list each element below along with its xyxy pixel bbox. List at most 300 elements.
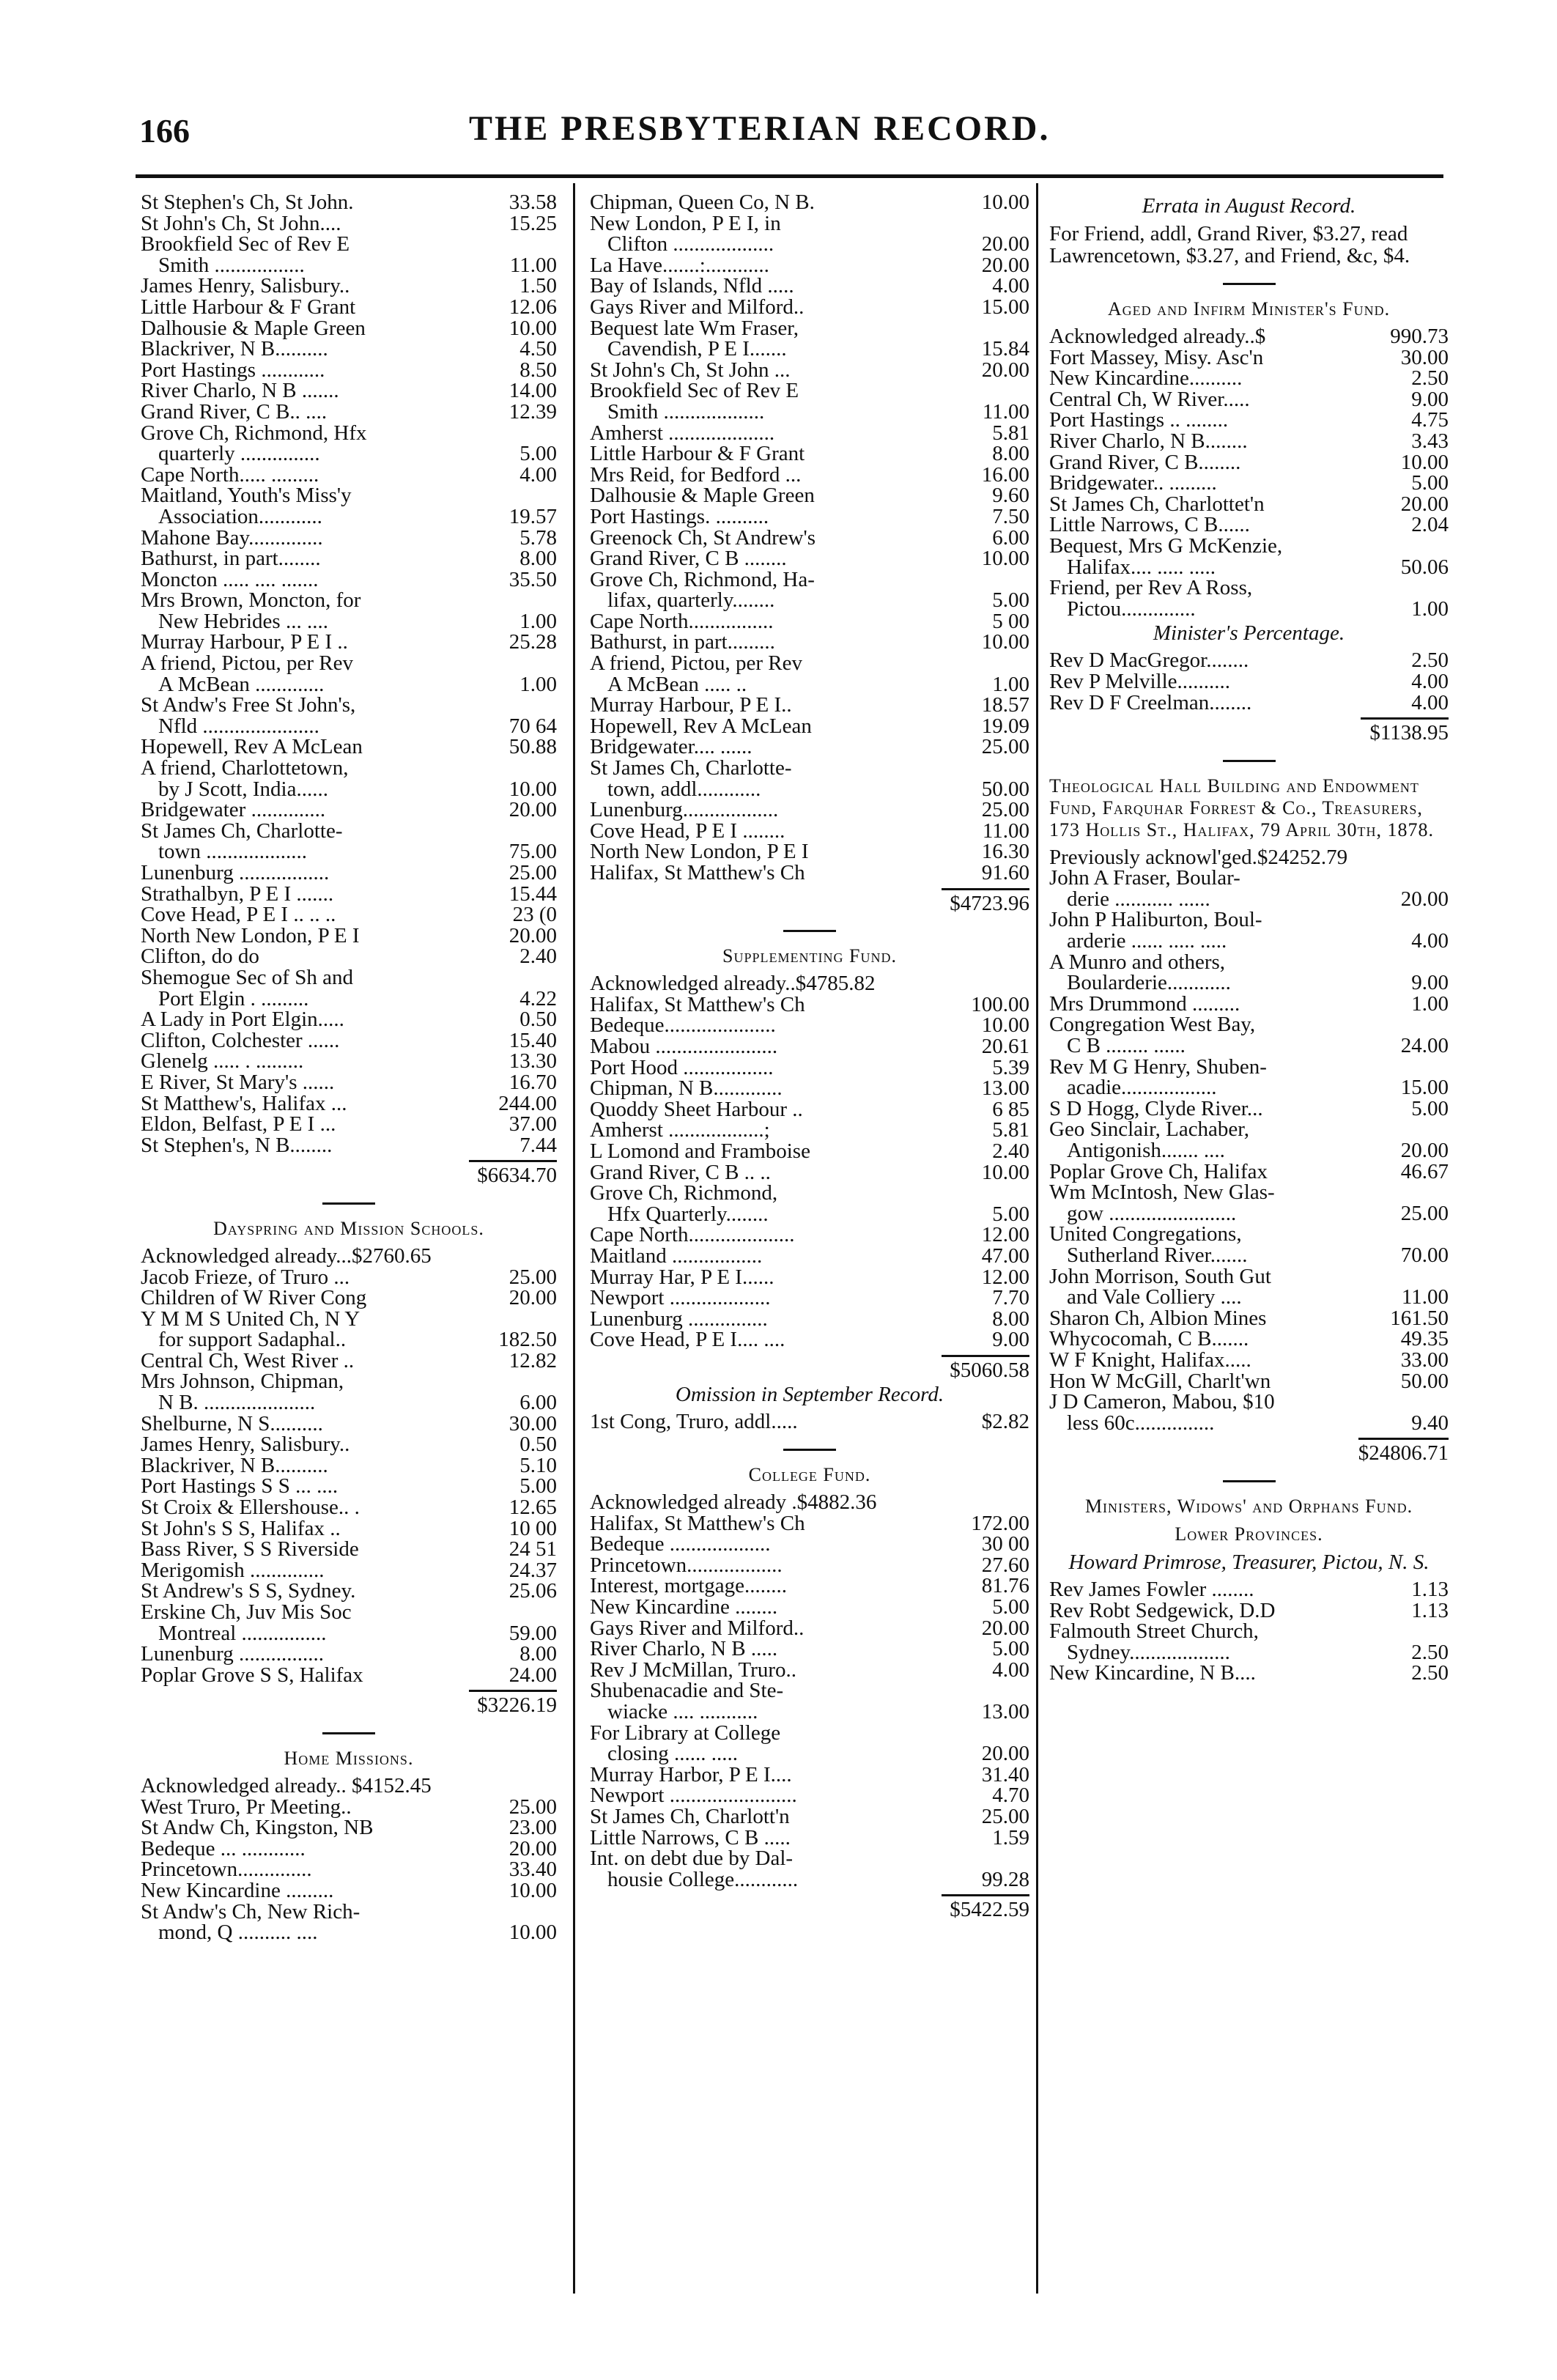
entry-amount: 172.00 [971, 1511, 1029, 1535]
entry-amount: 1.59 [992, 1825, 1029, 1849]
entry-label [141, 234, 485, 276]
contribution-entry [1049, 671, 1449, 692]
entry-amount: 70.00 [1400, 1243, 1449, 1267]
contribution-entry [141, 799, 557, 821]
contribution-entry [141, 1602, 557, 1644]
entry-label-line: Sutherland River....... [1067, 1243, 1248, 1267]
contribution-entry [1049, 431, 1449, 452]
entry-amount: 161.50 [1390, 1306, 1449, 1330]
entry-amount: 5.00 [992, 1637, 1029, 1661]
entry-amount: 16.00 [981, 462, 1029, 487]
section-heading: Errata in August Record. [1142, 194, 1356, 218]
entry-amount: 59.00 [508, 1621, 557, 1645]
entry-amount: 20.00 [981, 253, 1029, 277]
contribution-entry [590, 653, 1029, 695]
entry-label-line: Little Narrows, C B...... [1049, 513, 1250, 537]
contribution-list [141, 1775, 557, 1943]
entry-label [141, 758, 485, 799]
entry-amount: 11.00 [982, 818, 1029, 843]
entry-amount: 4.00 [1411, 669, 1449, 693]
contribution-entry [141, 1413, 557, 1435]
entry-label [141, 818, 485, 864]
contribution-entry [590, 1141, 1029, 1162]
entry-label [1049, 1392, 1372, 1433]
entry-label [141, 318, 485, 339]
entry-amount: 4.22 [519, 986, 557, 1010]
entry-label-line: Sharon Ch, Albion Mines [1049, 1306, 1267, 1330]
entry-label-line: Glenelg ..... . ......... [141, 1049, 304, 1073]
entry-amount: 5.00 [519, 1474, 557, 1498]
entry-amount: 3.43 [1411, 429, 1449, 453]
entry-amount: 1.00 [1411, 991, 1449, 1016]
entry-amount: 50.06 [1400, 555, 1449, 579]
entry-label-line: Bridgewater .............. [141, 798, 326, 822]
entry-amount: 990.73 [1390, 325, 1449, 348]
entry-label [590, 1243, 958, 1268]
entry-label-line: Amherst .................... [590, 421, 775, 445]
entry-label-line: lifax, quarterly........ [607, 588, 775, 613]
entry-label-line: Port Hastings. .......... [590, 504, 769, 528]
contribution-entry [141, 360, 557, 381]
entry-label-line: St James Ch, Charlotte- [590, 756, 792, 780]
entry-label [590, 1120, 958, 1141]
header-rule [136, 174, 1443, 178]
contribution-entry [1049, 1579, 1449, 1600]
entry-label-line: acadie.................. [1067, 1076, 1217, 1100]
entry-label-line: N B. ..................... [158, 1391, 316, 1415]
entry-amount: 20.61 [981, 1034, 1029, 1058]
entry-label-line: Hopewell, Rev A McLean [590, 714, 812, 738]
contribution-entry [141, 1899, 557, 1945]
entry-label-line: Acknowledged already...$2760.65 [141, 1243, 432, 1268]
entry-label-line: James Henry, Salisbury.. [141, 1433, 350, 1457]
entry-label [590, 1785, 958, 1806]
entry-amount: 7.50 [992, 504, 1029, 528]
entry-amount: 25.06 [508, 1579, 557, 1603]
entry-label-line: New Kincardine ........ [590, 1595, 778, 1619]
entry-label-line: Bequest, Mrs G McKenzie, [1049, 533, 1283, 558]
entry-label-line: town ................... [158, 840, 307, 864]
entry-label [1049, 671, 1372, 692]
entry-label-line: Geo Sinclair, Lachaber, [1049, 1117, 1250, 1142]
entry-label [590, 1723, 958, 1764]
entry-label [141, 213, 485, 234]
entry-label-line: A Lady in Port Elgin..... [141, 1008, 344, 1032]
contribution-entry [141, 884, 557, 905]
entry-label [590, 1162, 958, 1183]
entry-label [1049, 1621, 1372, 1663]
entry-label-line: Congregation West Bay, [1049, 1013, 1256, 1037]
entry-label-line: Mrs Brown, Moncton, for [141, 588, 361, 613]
contribution-entry [590, 506, 1029, 528]
entry-label [590, 1141, 958, 1162]
entry-amount: 12.06 [508, 295, 557, 319]
entry-label [141, 485, 485, 527]
contribution-list [590, 1411, 1029, 1433]
entry-amount: 35.50 [508, 567, 557, 591]
entry-amount: 4.00 [992, 274, 1029, 298]
entry-label [590, 1825, 958, 1849]
entry-label [590, 799, 958, 821]
entry-amount: 33.00 [1400, 1348, 1449, 1372]
entry-label [141, 1114, 485, 1135]
entry-label-line: Dalhousie & Maple Green [590, 484, 815, 508]
entry-label-line: St James Ch, Charlottet'n [1049, 492, 1265, 516]
contribution-entry [1049, 1161, 1449, 1183]
contribution-entry [141, 1560, 557, 1581]
entry-amount: 70 64 [508, 714, 557, 738]
entry-label [1049, 1600, 1372, 1622]
entry-amount: 20.00 [508, 923, 557, 947]
treasurer-line: Howard Primrose, Treasurer, Pictou, N. S. [1068, 1550, 1430, 1574]
entry-amount: 23.00 [508, 1816, 557, 1840]
contribution-entry [1049, 410, 1449, 431]
entry-label-line: Erskine Ch, Juv Mis Soc [141, 1600, 352, 1624]
contribution-entry [141, 1644, 557, 1665]
entry-amount: 19.57 [508, 504, 557, 528]
entry-amount: 8.00 [519, 547, 557, 571]
entry-label [1049, 389, 1372, 410]
entry-amount: 12.39 [508, 399, 557, 424]
entry-label [590, 569, 958, 611]
entry-label-line: Maitland, Youth's Miss'y [141, 484, 352, 508]
entry-amount: 2.50 [1411, 366, 1449, 391]
entry-amount: 24.00 [508, 1663, 557, 1687]
entry-label-line: Grove Ch, Richmond, Ha- [590, 567, 815, 591]
entry-amount: 10.00 [508, 316, 557, 340]
entry-label [590, 1575, 958, 1597]
contribution-entry [141, 1476, 557, 1497]
section-divider [322, 1202, 375, 1205]
entry-label [590, 548, 958, 569]
section-total: $3226.19 [141, 1690, 557, 1716]
entry-amount: 15.84 [981, 337, 1029, 361]
entry-label-line: Halifax, St Matthew's Ch [590, 1511, 805, 1535]
entry-label [1049, 1308, 1372, 1329]
entry-amount: 25.00 [1400, 1201, 1449, 1225]
entry-label-line: St Andw Ch, Kingston, NB [141, 1816, 374, 1840]
contribution-entry [590, 1099, 1029, 1120]
entry-label-line: A friend, Charlottetown, [141, 756, 349, 780]
entry-label-line: Lunenburg.................. [590, 798, 779, 822]
contribution-entry [590, 1015, 1029, 1036]
entry-label-line: River Charlo, N B ..... [590, 1637, 778, 1661]
entry-label-line: Mrs Johnson, Chipman, [141, 1370, 344, 1394]
entry-amount: 4.00 [1411, 690, 1449, 714]
entry-label [590, 423, 958, 444]
entry-label-line: Princetown.............. [141, 1858, 312, 1882]
entry-label [1049, 1161, 1372, 1183]
entry-label [141, 525, 485, 550]
entry-label-line: Grand River, C B ........ [590, 547, 787, 571]
entry-label [141, 1665, 485, 1686]
entry-label-line: Acknowledged already.. $4152.45 [141, 1773, 432, 1797]
entry-amount: 0.50 [519, 1008, 557, 1032]
entry-label-line: St James Ch, Charlotte- [141, 818, 343, 843]
entry-label-line: by J Scott, India...... [158, 777, 328, 801]
entry-label [1049, 1371, 1372, 1392]
entry-label-line: Grand River, C B........ [1049, 450, 1241, 474]
entry-amount: 5.00 [1411, 1096, 1449, 1120]
entry-label [590, 736, 958, 758]
entry-label [590, 213, 958, 255]
contribution-entry [1049, 1224, 1449, 1265]
entry-amount: 81.76 [981, 1574, 1029, 1598]
entry-amount: 5.78 [519, 525, 557, 550]
entry-label-line: for support Sadaphal.. [158, 1328, 347, 1352]
entry-label [141, 548, 485, 569]
entry-label-line: less 60c............... [1067, 1411, 1215, 1435]
entry-amount: 1.00 [1411, 596, 1449, 621]
contribution-entry [141, 758, 557, 799]
contribution-entry [590, 973, 1029, 994]
contribution-entry [1049, 1350, 1449, 1371]
entry-label-line: Cove Head, P E I .. .. .. [141, 903, 336, 927]
entry-label-line: wiacke .... ........... [607, 1700, 758, 1723]
entry-amount: 31.40 [981, 1762, 1029, 1786]
section-divider [1223, 283, 1276, 285]
entry-amount: 1.13 [1411, 1598, 1449, 1622]
entry-amount: 20.00 [508, 798, 557, 822]
page-number: 166 [139, 112, 190, 149]
entry-amount: 10.00 [981, 1160, 1029, 1184]
entry-amount: 244.00 [498, 1091, 557, 1115]
entry-amount: 20.00 [981, 358, 1029, 382]
entry-amount: 20.00 [508, 1286, 557, 1310]
entry-label [1049, 1350, 1372, 1371]
entry-label [1049, 868, 1372, 909]
contribution-entry [141, 1350, 557, 1372]
entry-label-line: North New London, P E I [590, 840, 809, 864]
section-total: $4723.96 [590, 888, 1029, 914]
entry-label-line: Little Narrows, C B ..... [590, 1825, 791, 1849]
entry-label [590, 1848, 958, 1890]
entry-amount: 20.00 [1400, 492, 1449, 516]
contribution-entry [590, 423, 1029, 444]
entry-label [141, 1030, 485, 1052]
entry-amount: 0.50 [519, 1433, 557, 1457]
contribution-entry [141, 1539, 557, 1560]
entry-label-line: Montreal ................ [158, 1621, 327, 1645]
entry-amount: 12.00 [981, 1223, 1029, 1247]
entry-label-line: Bathurst, in part......... [590, 630, 775, 654]
entry-label [141, 1775, 557, 1797]
entry-label [1049, 1098, 1372, 1120]
contribution-entry [590, 1638, 1029, 1660]
entry-amount: 20.00 [508, 1836, 557, 1860]
entry-label-line: Smith ................. [158, 253, 305, 277]
entry-amount: 15.40 [508, 1028, 557, 1052]
entry-amount: 2.50 [1411, 1640, 1449, 1664]
entry-amount: 8.00 [519, 1642, 557, 1666]
entry-label [1049, 692, 1372, 714]
entry-label-line: Little Harbour & F Grant [141, 295, 356, 319]
entry-amount: 11.00 [509, 253, 557, 277]
entry-label-line: New Hebrides ... .... [158, 609, 328, 633]
entry-label [1049, 514, 1372, 536]
entry-amount: 27.60 [981, 1553, 1029, 1577]
entry-label [590, 1638, 958, 1660]
contribution-entry [141, 1859, 557, 1880]
entry-label-line: Bass River, S S Riverside [141, 1537, 359, 1562]
entry-label [141, 1243, 557, 1268]
contribution-entry [590, 1825, 1029, 1849]
entry-label-line: Int. on debt due by Dal- [590, 1847, 794, 1871]
entry-label [141, 695, 485, 736]
entry-label-line: Halifax, St Matthew's Ch [590, 992, 805, 1016]
entry-amount: 25.00 [981, 1804, 1029, 1828]
entry-label-line: Hon W McGill, Charlt'wn [1049, 1369, 1271, 1393]
contribution-entry [1049, 347, 1449, 369]
entry-label-line: Mrs Drummond ......... [1049, 991, 1240, 1016]
entry-label [1049, 368, 1372, 389]
entry-amount: 75.00 [508, 840, 557, 864]
entry-amount: 8.00 [992, 442, 1029, 466]
contribution-entry [1049, 533, 1449, 579]
entry-label-line: Murray Harbor, P E I.... [590, 1762, 792, 1786]
entry-label [141, 925, 485, 947]
entry-label [1049, 473, 1372, 494]
entry-label-line: Wm McIntosh, New Glas- [1049, 1180, 1275, 1205]
entry-label [590, 695, 958, 716]
entry-label [141, 1309, 485, 1350]
entry-label [590, 1287, 958, 1309]
entry-label-line: and Vale Colliery .... [1067, 1285, 1242, 1309]
entry-label-line: La Have.......:............ [590, 253, 769, 277]
entry-label-line: Sydney................... [1067, 1640, 1230, 1664]
contribution-entry [141, 276, 557, 297]
entry-label-line: derie ........... ...... [1067, 887, 1210, 911]
contribution-entry [590, 1243, 1029, 1268]
contribution-entry [590, 1287, 1029, 1309]
entry-label-line: L Lomond and Framboise [590, 1139, 810, 1163]
entry-label-line: John Morrison, South Gut [1049, 1264, 1271, 1288]
section-total: $6634.70 [141, 1160, 557, 1186]
contribution-list [1049, 326, 1449, 619]
section-total: $1138.95 [1049, 717, 1449, 744]
contribution-entry [590, 736, 1029, 758]
entry-label [141, 904, 485, 925]
entry-label-line: St Andw's Ch, New Rich- [141, 1899, 360, 1923]
entry-label-line: St Matthew's, Halifax ... [141, 1091, 347, 1115]
entry-amount: 9.00 [992, 1328, 1029, 1352]
entry-amount: 10.00 [508, 1878, 557, 1902]
contribution-entry [1049, 1014, 1449, 1056]
entry-amount: 15.44 [508, 882, 557, 906]
entry-label-line: Shemogue Sec of Sh and [141, 965, 353, 989]
contribution-entry [141, 653, 557, 695]
entry-label [141, 967, 485, 1009]
contribution-entry [141, 1797, 557, 1818]
entry-label-line: E River, St Mary's ...... [141, 1070, 335, 1094]
contribution-entry [590, 1848, 1029, 1890]
contribution-list [1049, 650, 1449, 713]
entry-amount: 4.00 [1411, 929, 1449, 953]
entry-amount: 2.40 [992, 1139, 1029, 1163]
entry-amount: 7.44 [519, 1133, 557, 1157]
contribution-entry [590, 1411, 1029, 1433]
contribution-entry [1049, 1392, 1449, 1433]
contribution-entry [141, 1030, 557, 1052]
entry-label [590, 1513, 958, 1534]
contribution-entry [1049, 514, 1449, 536]
entry-label [590, 1015, 958, 1036]
section-heading: Ministers, Widows' and Orphans Fund. [1084, 1495, 1413, 1517]
entry-label-line: Hopewell, Rev A McLean [141, 735, 363, 759]
entry-label-line: West Truro, Pr Meeting.. [141, 1795, 352, 1819]
entry-label [590, 1036, 958, 1057]
entry-label-line: Mabou ....................... [590, 1034, 778, 1058]
entry-label [590, 862, 958, 884]
contribution-entry [590, 1120, 1029, 1141]
entry-label-line: Antigonish....... .... [1067, 1139, 1225, 1162]
entry-amount: 50.00 [981, 777, 1029, 801]
contribution-entry [590, 1329, 1029, 1350]
sub-heading: Lower Provinces. [1175, 1523, 1323, 1545]
entry-amount: 49.35 [1400, 1327, 1449, 1351]
entry-label-line: Halifax, St Matthew's Ch [590, 861, 805, 884]
entry-amount: 37.00 [508, 1112, 557, 1137]
contribution-entry [1049, 452, 1449, 473]
contribution-entry [590, 213, 1029, 255]
entry-label-line: Grove Ch, Richmond, [590, 1181, 778, 1205]
contribution-entry [1049, 1119, 1449, 1161]
entry-amount: 19.09 [981, 714, 1029, 738]
entry-amount: 25.00 [508, 861, 557, 884]
contribution-entry [590, 1492, 1029, 1513]
contribution-entry [141, 925, 557, 947]
entry-amount: 24.37 [508, 1558, 557, 1582]
contribution-list [1049, 847, 1449, 1434]
contribution-entry [1049, 577, 1449, 619]
entry-label [1049, 991, 1372, 1016]
section-divider [1223, 760, 1276, 762]
entry-amount: 30 00 [981, 1532, 1029, 1556]
contribution-entry [590, 994, 1029, 1016]
contribution-entry [1049, 494, 1449, 515]
entry-label [1049, 431, 1372, 452]
entry-amount: 9.40 [1411, 1411, 1449, 1435]
entry-amount: 7.70 [992, 1286, 1029, 1310]
entry-amount: 20.00 [1400, 1139, 1449, 1162]
entry-amount: 20.00 [981, 232, 1029, 256]
entry-amount: 10.00 [1400, 450, 1449, 474]
entry-amount: 30.00 [508, 1411, 557, 1435]
entry-label-line: Cove Head, P E I.... .... [590, 1328, 785, 1352]
contribution-entry [141, 1455, 557, 1477]
contribution-list [141, 192, 557, 1156]
entry-amount: 4.50 [519, 337, 557, 361]
entry-label [141, 1350, 485, 1372]
entry-label-line: Lunenburg ................ [141, 1642, 324, 1666]
entry-label [1049, 1663, 1372, 1684]
entry-label [590, 443, 958, 465]
entry-label [1049, 1266, 1372, 1308]
entry-label-line: gow ........................ [1067, 1201, 1237, 1225]
column-middle [590, 192, 1029, 1921]
entry-label [1049, 533, 1372, 579]
contribution-entry [141, 1287, 557, 1309]
contribution-entry [141, 862, 557, 884]
entry-label [141, 1371, 485, 1413]
contribution-entry [141, 234, 557, 276]
contribution-list [141, 1243, 557, 1687]
entry-label-line: New Kincardine, N B.... [1049, 1661, 1256, 1685]
entry-label-line: River Charlo, N B........ [1049, 429, 1248, 453]
contribution-entry [141, 380, 557, 402]
contribution-entry [141, 1817, 557, 1838]
contribution-entry [590, 1183, 1029, 1224]
